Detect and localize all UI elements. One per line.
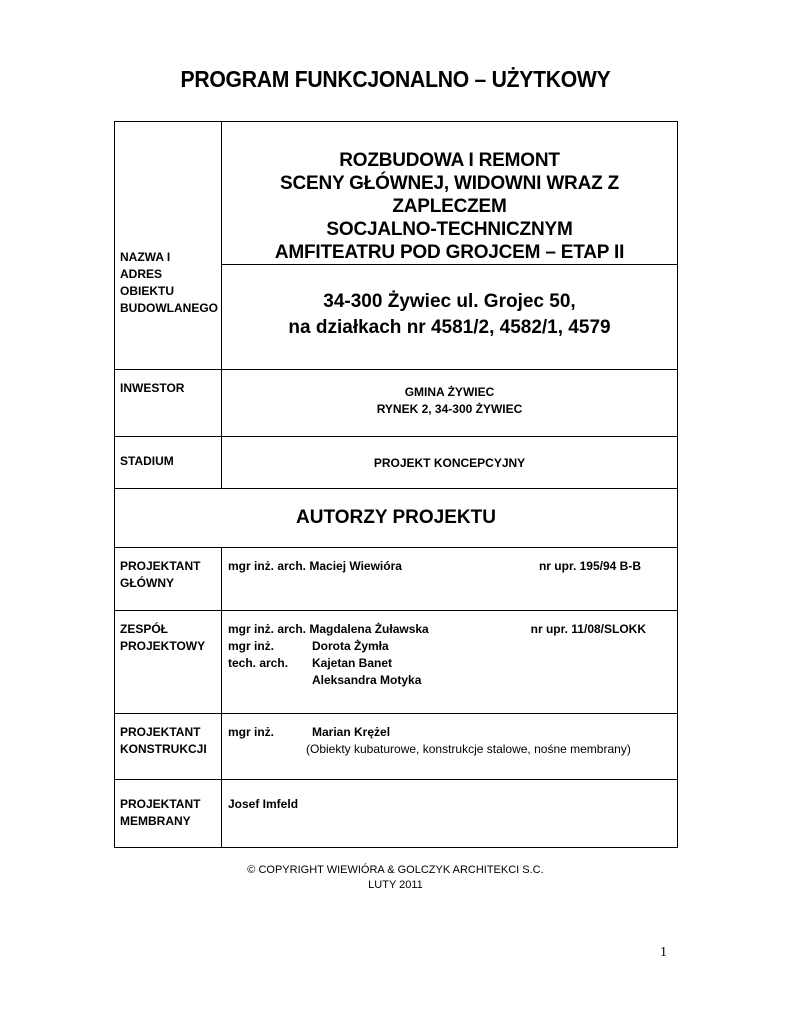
design-team-cell	[222, 611, 678, 714]
investor-line-2: RYNEK 2, 34-300 ŻYWIEC	[376, 402, 523, 416]
object-address-line-2: na działkach nr 4581/2, 4582/1, 4579	[288, 317, 611, 338]
membrane-designer-label-line-2: MEMBRANY	[120, 814, 191, 828]
structural-designer-title: mgr inż.	[228, 725, 275, 739]
object-name-cell	[222, 122, 678, 265]
footer-copyright: © COPYRIGHT WIEWIÓRA & GOLCZYK ARCHITEKCI S.C.	[247, 864, 544, 876]
structural-designer-note: (Obiekty kubaturowe, konstrukcje stalowe, nośne membrany)	[306, 742, 631, 756]
structural-designer-label-line-1: PROJEKTANT	[120, 725, 201, 739]
team-member-row	[228, 621, 671, 638]
object-address-cell	[222, 265, 678, 370]
object-name-line-3: SOCJALNO-TECHNICZNYM	[326, 219, 573, 240]
project-info-table	[114, 121, 678, 848]
structural-designer-label-line-2: KONSTRUKCJI	[120, 742, 207, 756]
membrane-designer-cell	[222, 780, 678, 848]
object-label-cell	[115, 122, 222, 370]
chief-designer-license: nr upr. 195/94 B-B	[538, 559, 641, 573]
team-member-row	[228, 638, 671, 655]
object-label: NAZWA I ADRES OBIEKTU BUDOWLANEGO	[120, 250, 218, 315]
page-title: PROGRAM FUNKCJONALNO – UŻYTKOWY	[180, 66, 611, 92]
object-address-line-1: 34-300 Żywiec ul. Grojec 50,	[323, 291, 576, 312]
team-member-title: mgr inż. arch. Magdalena Żuławska	[228, 622, 429, 636]
team-member-name: Dorota Żymła	[312, 639, 389, 653]
membrane-designer-label-line-1: PROJEKTANT	[120, 797, 201, 811]
stage-value: PROJEKT KONCEPCYJNY	[222, 437, 678, 489]
structural-designer-name: Marian Krężel	[312, 725, 391, 739]
page-number: 1	[660, 945, 667, 960]
structural-designer-cell	[222, 714, 678, 780]
team-member-name: Kajetan Banet	[312, 656, 393, 670]
object-name-line-1: ROZBUDOWA I REMONT	[339, 150, 560, 171]
team-member-name: Aleksandra Motyka	[312, 673, 422, 687]
team-member-title: mgr inż.	[228, 639, 275, 653]
design-team-label-line-2: PROJEKTOWY	[120, 639, 206, 653]
team-member-title: tech. arch.	[228, 656, 289, 670]
object-name-line-4: AMFITEATRU POD GROJCEM – ETAP II	[274, 242, 625, 263]
chief-designer-label-line-2: GŁÓWNY	[120, 576, 174, 590]
investor-label: INWESTOR	[115, 370, 222, 437]
object-name-line-2: SCENY GŁÓWNEJ, WIDOWNI WRAZ Z ZAPLECZEM	[279, 173, 619, 217]
authors-heading: AUTORZY PROJEKTU	[115, 489, 678, 548]
membrane-designer-name: Josef Imfeld	[228, 797, 299, 811]
chief-designer-name: mgr inż. arch. Maciej Wiewióra	[228, 559, 402, 573]
structural-designer-label	[115, 714, 222, 780]
chief-designer-cell	[222, 548, 678, 611]
design-team-label	[115, 611, 222, 714]
team-member-license: nr upr. 11/08/SLOKK	[530, 622, 646, 636]
chief-designer-label-line-1: PROJEKTANT	[120, 559, 201, 573]
investor-cell	[222, 370, 678, 437]
team-member-row	[228, 655, 671, 672]
footer-date: LUTY 2011	[368, 879, 423, 891]
design-team-label-line-1: ZESPÓŁ	[120, 622, 169, 636]
team-member-row	[228, 672, 671, 689]
membrane-designer-label	[115, 780, 222, 848]
stage-label: STADIUM	[115, 437, 222, 489]
chief-designer-label	[115, 548, 222, 611]
investor-line-1: GMINA ŻYWIEC	[404, 385, 495, 399]
